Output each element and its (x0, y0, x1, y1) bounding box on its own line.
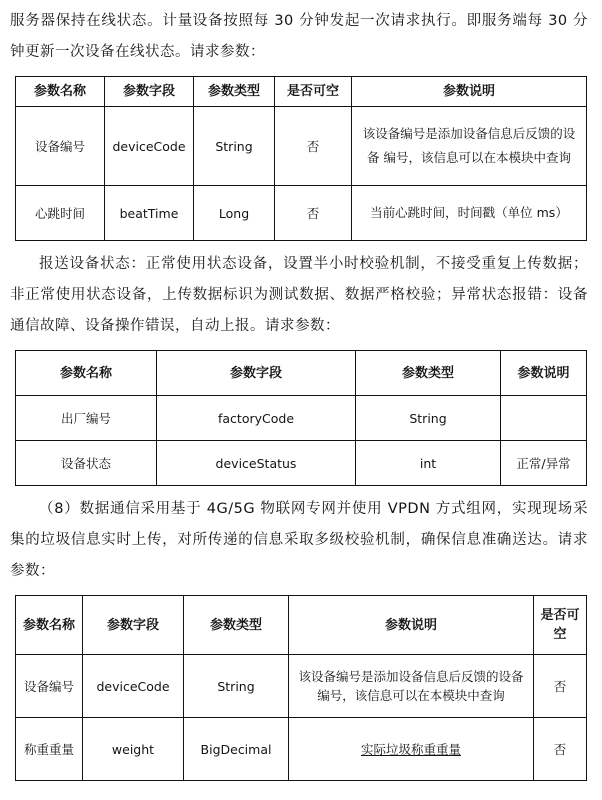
table-data-communication (15, 595, 587, 781)
cell-param-desc: 该设备编号是添加设备信息后反馈的设备编号，该信息可以在本模块中查询 (289, 655, 534, 718)
column-header-param-type: 参数类型 (194, 77, 275, 107)
column-header-nullable: 是否可空 (275, 77, 352, 107)
column-header-param-type: 参数类型 (356, 351, 501, 396)
cell-param-name: 称重重量 (16, 718, 83, 781)
column-header-param-field: 参数字段 (157, 351, 356, 396)
cell-param-type: BigDecimal (184, 718, 289, 781)
table-row (16, 718, 587, 781)
paragraph-data-communication-description: （8）数据通信采用基于 4G/5G 物联网专网并使用 VPDN 方式组网，实现现场采集的垃圾信息实时上传，对所传递的信息采取多级校验机制，确保信息准确送达。请求参数： (10, 501, 588, 579)
cell-param-desc: 正常/异常 (501, 441, 587, 486)
paragraph-heartbeat-description: 服务器保持在线状态。计量设备按照每 30 分钟发起一次请求执行。即服务端每 30 分钟更新一次设备在线状态。请求参数： (10, 13, 588, 60)
column-header-param-name: 参数名称 (16, 596, 83, 655)
table-row (16, 107, 587, 186)
column-header-param-field: 参数字段 (105, 77, 194, 107)
cell-param-field: weight (83, 718, 184, 781)
column-header-param-name: 参数名称 (16, 77, 105, 107)
cell-nullable: 否 (534, 655, 587, 718)
table-header-row (16, 351, 587, 396)
cell-param-field: deviceStatus (157, 441, 356, 486)
table-device-heartbeat (15, 76, 587, 241)
table-device-status (15, 350, 587, 486)
column-header-param-desc: 参数说明 (352, 77, 587, 107)
column-header-param-name: 参数名称 (16, 351, 157, 396)
cell-param-type: String (194, 107, 275, 186)
cell-param-desc: 该设备编号是添加设备信息后反馈的设备 编号，该信息可以在本模块中查询 (352, 107, 587, 186)
cell-param-field: factoryCode (157, 396, 356, 441)
cell-param-field: deviceCode (83, 655, 184, 718)
column-header-param-type: 参数类型 (184, 596, 289, 655)
cell-param-type: int (356, 441, 501, 486)
cell-param-name: 心跳时间 (16, 186, 105, 241)
table-header-row (16, 596, 587, 655)
cell-param-name: 设备状态 (16, 441, 157, 486)
cell-param-name: 设备编号 (16, 655, 83, 718)
cell-nullable: 否 (275, 186, 352, 241)
cell-nullable: 否 (534, 718, 587, 781)
cell-param-type: String (356, 396, 501, 441)
cell-param-desc: 实际垃圾称重重量 (289, 718, 534, 781)
table-row (16, 396, 587, 441)
cell-param-type: String (184, 655, 289, 718)
table-row (16, 186, 587, 241)
cell-param-desc (501, 396, 587, 441)
column-header-param-desc: 参数说明 (501, 351, 587, 396)
cell-param-field: beatTime (105, 186, 194, 241)
cell-param-name: 出厂编号 (16, 396, 157, 441)
column-header-param-field: 参数字段 (83, 596, 184, 655)
table-header-row (16, 77, 587, 107)
cell-param-name: 设备编号 (16, 107, 105, 186)
cell-param-field: deviceCode (105, 107, 194, 186)
table-row (16, 441, 587, 486)
column-header-nullable: 是否可空 (534, 596, 587, 655)
cell-param-type: Long (194, 186, 275, 241)
cell-param-desc: 当前心跳时间，时间戳（单位 ms） (352, 186, 587, 241)
paragraph-device-status-description: 报送设备状态：正常使用状态设备，设置半小时校验机制，不接受重复上传数据；非正常使用状态设备，上传数据标识为测试数据、数据严格校验；异常状态报错：设备通信故障、设备操作错误，自动上报。请求参数： (10, 256, 588, 334)
column-header-param-desc: 参数说明 (289, 596, 534, 655)
table-row (16, 655, 587, 718)
cell-nullable: 否 (275, 107, 352, 186)
